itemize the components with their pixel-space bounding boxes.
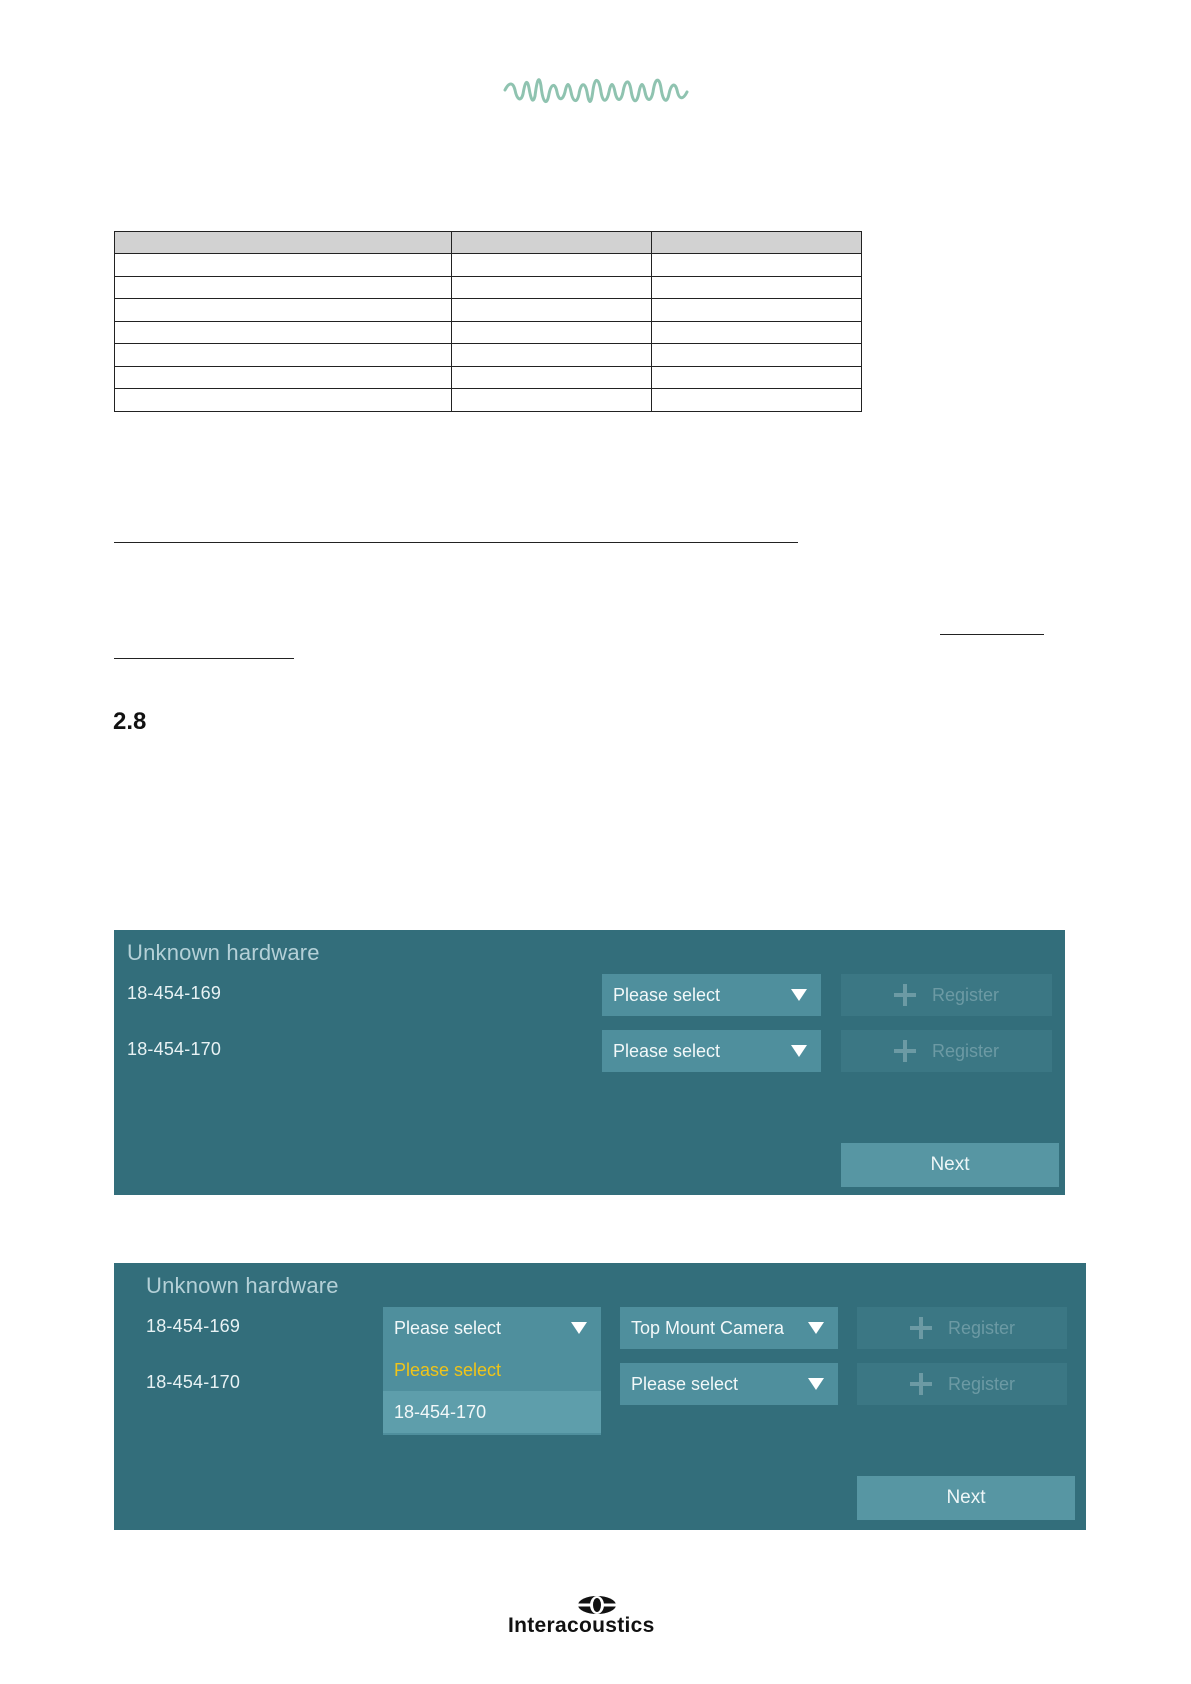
serial-label: 18-454-170 xyxy=(127,1039,222,1059)
next-button[interactable]: Next xyxy=(857,1476,1075,1520)
table-cell xyxy=(652,254,862,277)
table-cell xyxy=(652,321,862,344)
select-value: Please select xyxy=(613,1041,721,1061)
underline-rule xyxy=(114,542,798,543)
spec-table xyxy=(114,231,862,412)
table-row xyxy=(115,254,862,277)
table-cell xyxy=(652,366,862,389)
table-cell xyxy=(115,321,452,344)
table-cell xyxy=(115,366,452,389)
table-row xyxy=(115,299,862,322)
device-type-select[interactable] xyxy=(620,1363,838,1405)
table-cell xyxy=(452,254,652,277)
register-button[interactable] xyxy=(841,974,1052,1016)
dropdown-arrow-icon xyxy=(808,1378,824,1390)
dropdown-option[interactable]: 18-454-170 xyxy=(383,1391,601,1433)
select-value: Please select xyxy=(394,1318,502,1338)
plus-icon xyxy=(910,1373,932,1395)
unknown-hardware-dialog xyxy=(114,930,1065,1195)
table-row xyxy=(115,276,862,299)
brand-wordmark: Interacoustics xyxy=(508,1614,655,1637)
dropdown-arrow-icon xyxy=(791,1045,807,1057)
section-number: 2.8 xyxy=(113,708,147,735)
device-type-select[interactable] xyxy=(602,1030,821,1072)
register-label: Register xyxy=(932,1041,1000,1061)
table-cell xyxy=(452,321,652,344)
table-cell xyxy=(652,389,862,412)
header-wave-logo-icon xyxy=(503,68,689,112)
dropdown-list xyxy=(383,1349,601,1435)
table-cell xyxy=(652,299,862,322)
table-cell xyxy=(452,299,652,322)
table-cell xyxy=(652,276,862,299)
interacoustics-logo-icon xyxy=(575,1594,619,1616)
table-header-row xyxy=(115,232,862,254)
select-value: Please select xyxy=(613,985,721,1005)
table-cell xyxy=(452,232,652,254)
plus-icon xyxy=(910,1317,932,1339)
serial-select[interactable] xyxy=(383,1307,601,1349)
plus-icon xyxy=(894,1040,916,1062)
dialog-title: Unknown hardware xyxy=(146,1273,339,1298)
dropdown-arrow-icon xyxy=(791,989,807,1001)
serial-label: 18-454-170 xyxy=(146,1372,241,1392)
table-cell xyxy=(115,389,452,412)
table-cell xyxy=(652,344,862,367)
dropdown-arrow-icon xyxy=(808,1322,824,1334)
table-cell xyxy=(652,232,862,254)
table-cell xyxy=(115,276,452,299)
next-button[interactable]: Next xyxy=(841,1143,1059,1187)
table-row xyxy=(115,321,862,344)
register-label: Register xyxy=(948,1318,1016,1338)
plus-icon xyxy=(894,984,916,1006)
table-cell xyxy=(115,232,452,254)
table-cell xyxy=(452,276,652,299)
table-row xyxy=(115,366,862,389)
table-cell xyxy=(115,254,452,277)
underline-link-rule[interactable] xyxy=(114,658,294,659)
table-row xyxy=(115,389,862,412)
device-type-select[interactable] xyxy=(602,974,821,1016)
device-type-select[interactable] xyxy=(620,1307,838,1349)
serial-label: 18-454-169 xyxy=(127,983,222,1003)
select-value: Please select xyxy=(631,1374,739,1394)
table-row xyxy=(115,344,862,367)
underline-link-rule[interactable] xyxy=(940,634,1044,635)
dropdown-arrow-icon xyxy=(571,1322,587,1334)
dropdown-option-selected[interactable]: Please select xyxy=(383,1349,601,1391)
serial-label: 18-454-169 xyxy=(146,1316,241,1336)
unknown-hardware-dialog xyxy=(114,1263,1086,1530)
table-cell xyxy=(452,366,652,389)
select-value: Top Mount Camera xyxy=(631,1318,785,1338)
dialog-title: Unknown hardware xyxy=(127,940,320,965)
register-button[interactable] xyxy=(857,1307,1067,1349)
register-button[interactable] xyxy=(857,1363,1067,1405)
register-label: Register xyxy=(932,985,1000,1005)
table-cell xyxy=(115,299,452,322)
table-cell xyxy=(452,344,652,367)
table-cell xyxy=(452,389,652,412)
table-cell xyxy=(115,344,452,367)
register-label: Register xyxy=(948,1374,1016,1394)
register-button[interactable] xyxy=(841,1030,1052,1072)
